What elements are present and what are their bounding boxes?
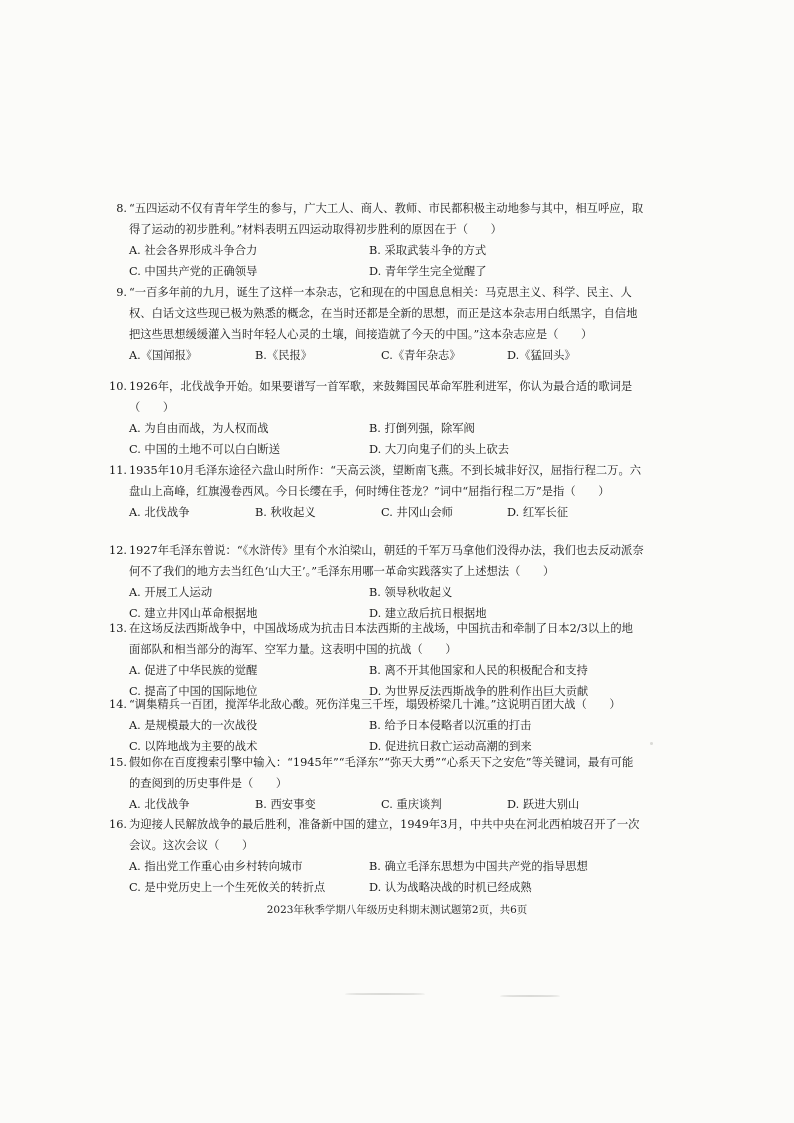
option-b: B. 西安事变 bbox=[255, 798, 316, 811]
option-d: D. 为世界反法西斯战争的胜利作出巨大贡献 bbox=[369, 685, 589, 698]
question-9 bbox=[116, 282, 644, 366]
option-a: A. 促进了中华民族的觉醒 bbox=[129, 664, 258, 677]
question-stem: 1926年，北伐战争开始。如果要谱写一首军歌，来鼓舞国民革命军胜利进军，你认为最合适的歌词是（ ） bbox=[129, 380, 633, 414]
option-d: D. 促进抗日救亡运动高潮的到来 bbox=[369, 740, 532, 753]
question-number: 12. bbox=[109, 544, 127, 557]
option-d: D. 青年学生完全觉醒了 bbox=[369, 265, 487, 278]
option-c: C. 是中党历史上一个生死攸关的转折点 bbox=[129, 881, 326, 894]
option-b: B. 确立毛泽东思想为中国共产党的指导思想 bbox=[369, 860, 588, 873]
question-8 bbox=[116, 198, 644, 282]
option-b: B. 给予日本侵略者以沉重的打击 bbox=[369, 719, 532, 732]
option-b: B. 采取武装斗争的方式 bbox=[369, 244, 487, 257]
options bbox=[129, 502, 644, 523]
option-a: A. 开展工人运动 bbox=[129, 586, 213, 599]
question-11 bbox=[109, 460, 644, 523]
option-a: A. 社会各界形成斗争合力 bbox=[129, 244, 258, 257]
question-12 bbox=[109, 540, 644, 624]
option-b: B. 领导秋收起义 bbox=[369, 586, 453, 599]
question-number: 16. bbox=[109, 818, 127, 831]
option-b: B. 秋收起义 bbox=[255, 506, 316, 519]
question-stem: 1935年10月毛泽东途径六盘山时所作：“天高云淡，望断南飞燕。不到长城非好汉，屈指行程二万。六盘山上高峰，红旗漫卷西风。今日长缨在手，何时缚住苍龙？”词中“屈指行程二万”是指（ ） bbox=[129, 464, 642, 498]
question-number: 8. bbox=[116, 202, 127, 215]
option-c: C. 提高了中国的国际地位 bbox=[129, 685, 258, 698]
options bbox=[129, 418, 644, 460]
question-10 bbox=[109, 376, 644, 460]
question-number: 14. bbox=[109, 698, 127, 711]
question-stem: “调集精兵一百团，搅浑华北敌心酸。死伤洋鬼三千垤，塌毁桥梁几十滩。”这说明百团大战（ ） bbox=[129, 698, 621, 711]
option-b: B. 离不开其他国家和人民的积极配合和支持 bbox=[369, 664, 588, 677]
options bbox=[129, 715, 644, 757]
question-stem: 为迎接人民解放战争的最后胜利，准备新中国的建立，1949年3月，中共中央在河北西柏坡召开了一次会议。这次会议（ ） bbox=[129, 818, 640, 852]
option-c: C. 中国的土地不可以白白断送 bbox=[129, 443, 280, 456]
option-a: A. 北伐战争 bbox=[129, 798, 190, 811]
question-16 bbox=[109, 814, 644, 898]
option-a: A. 为自由而战，为人权而战 bbox=[129, 422, 269, 435]
scan-noise bbox=[345, 993, 425, 995]
options bbox=[129, 794, 644, 815]
question-stem: 在这场反法西斯战争中，中国战场成为抗击日本法西斯的主战场，中国抗击和牵制了日本2/3以上的地面部队和相当部分的海军、空军力量。这表明中国的抗战（ ） bbox=[129, 622, 633, 656]
option-c: C.《青年杂志》 bbox=[381, 349, 461, 362]
option-d: D. 建立敌后抗日根据地 bbox=[369, 607, 487, 620]
options bbox=[129, 856, 644, 898]
option-d: D. 跃进大别山 bbox=[507, 798, 580, 811]
option-c: C. 中国共产党的正确领导 bbox=[129, 265, 258, 278]
question-15 bbox=[109, 752, 644, 815]
option-d: D. 红军长征 bbox=[507, 506, 569, 519]
question-stem: 假如你在百度搜索引擎中输入：“1945年”“毛泽东”“弥天大勇”“心系天下之安危”等关键词，最有可能的查阅到的历史事件是（ ） bbox=[129, 756, 634, 790]
question-number: 11. bbox=[109, 464, 127, 477]
option-c: C. 井冈山会师 bbox=[381, 506, 453, 519]
options bbox=[129, 345, 644, 366]
page-footer: 2023年秋季学期八年级历史科期末测试题第2页，共6页 bbox=[266, 904, 528, 916]
options bbox=[129, 240, 644, 282]
option-b: B.《民报》 bbox=[255, 349, 313, 362]
question-stem: “一百多年前的九月，诞生了这样一本杂志，它和现在的中国息息相关：马克思主义、科学、民主、人权、白话文这些现已极为熟悉的概念，在当时还都是全新的思想，而正是这本杂志用白纸黑字，自信地把这些思想缓缓灌入当时年轻人心灵的土壤，间接造就了今天的中国。”这本杂志应是（ ） bbox=[129, 286, 638, 341]
scan-noise bbox=[650, 742, 653, 745]
option-d: D. 大刀向鬼子们的头上砍去 bbox=[369, 443, 510, 456]
option-a: A.《国闻报》 bbox=[129, 349, 198, 362]
option-c: C. 建立井冈山革命根据地 bbox=[129, 607, 258, 620]
option-c: C. 以阵地战为主要的战术 bbox=[129, 740, 258, 753]
option-a: A. 北伐战争 bbox=[129, 506, 190, 519]
question-number: 10. bbox=[109, 380, 127, 393]
scan-noise bbox=[500, 995, 560, 997]
option-a: A. 是规模最大的一次战役 bbox=[129, 719, 258, 732]
option-a: A. 指出党工作重心由乡村转向城市 bbox=[129, 860, 303, 873]
question-stem: 1927年毛泽东曾说：“《水浒传》里有个水泊梁山，朝廷的千军万马拿他们没得办法，我们也去反动派奈何不了我们的地方去当红色‘山大王’。”毛泽东用哪一革命实践落实了上述想法（ ） bbox=[129, 544, 644, 578]
question-14 bbox=[109, 694, 644, 757]
question-number: 13. bbox=[109, 622, 127, 635]
question-number: 9. bbox=[116, 286, 127, 299]
question-13 bbox=[109, 618, 644, 702]
option-b: B. 打倒列强，除军阀 bbox=[369, 422, 475, 435]
question-stem: “五四运动不仅有青年学生的参与，广大工人、商人、教师、市民都积极主动地参与其中，相互呼应，取得了运动的初步胜利。”材料表明五四运动取得初步胜利的原因在于（ ） bbox=[129, 202, 644, 236]
option-d: D. 认为战略决战的时机已经成熟 bbox=[369, 881, 532, 894]
question-number: 15. bbox=[109, 756, 127, 769]
option-d: D.《猛回头》 bbox=[507, 349, 576, 362]
option-c: C. 重庆谈判 bbox=[381, 798, 442, 811]
